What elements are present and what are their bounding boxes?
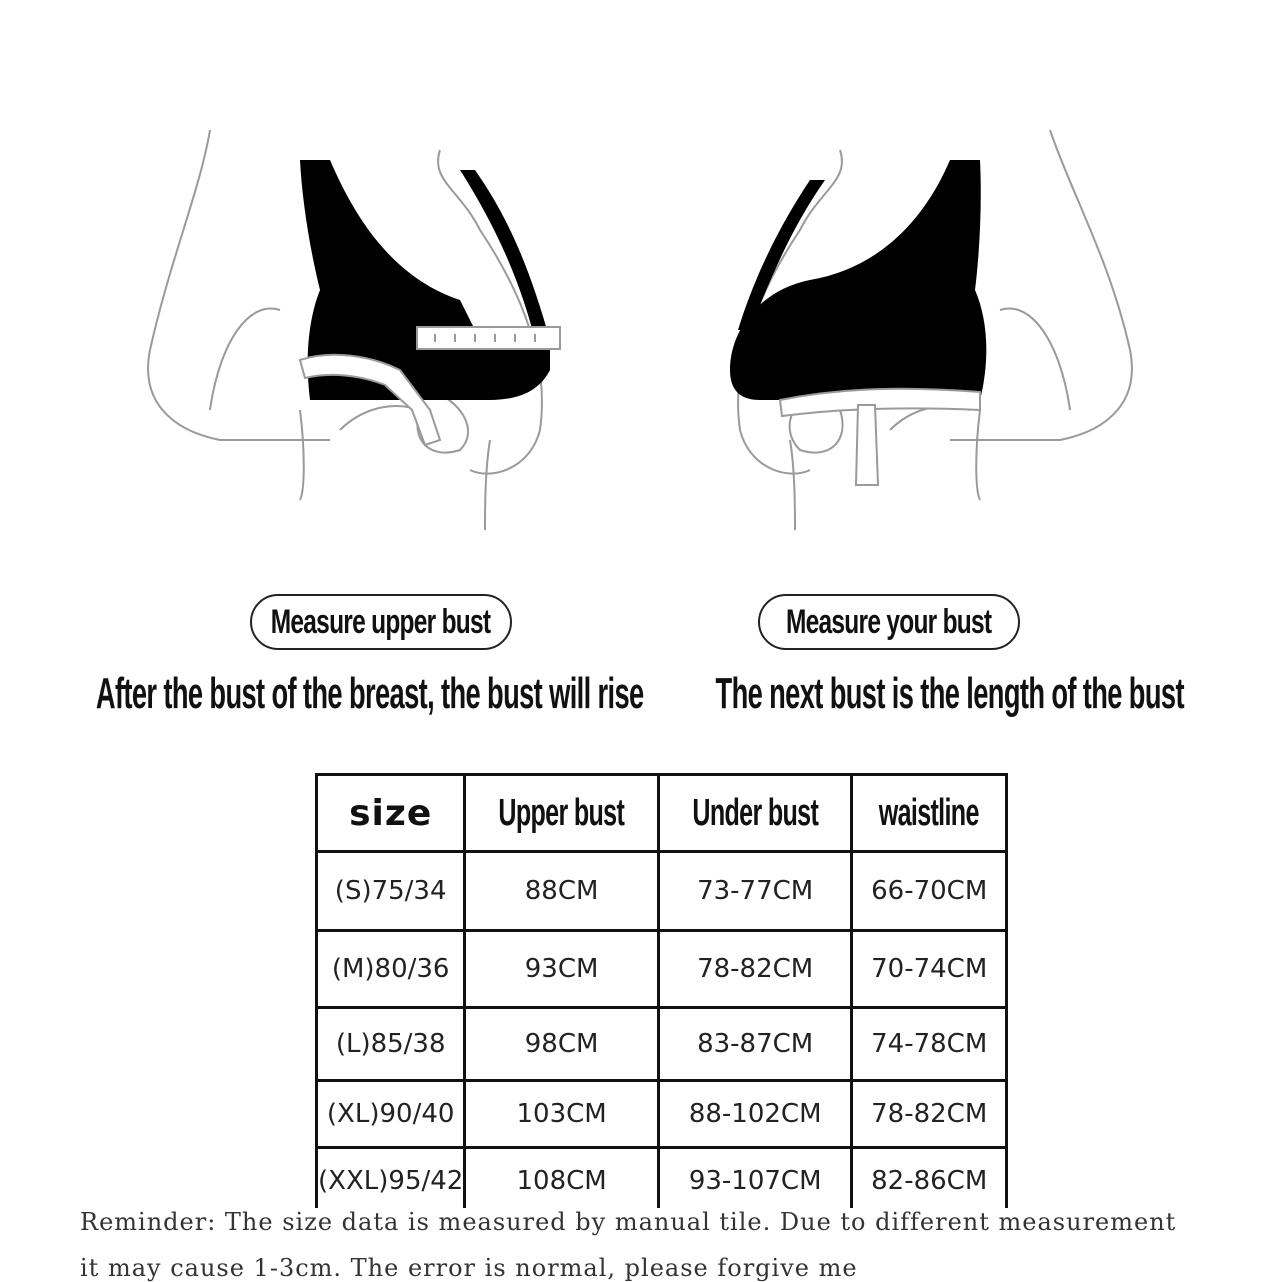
measure-bust-text: Measure your bust bbox=[786, 602, 992, 641]
table-row bbox=[317, 1148, 1007, 1215]
measure-bust-label bbox=[758, 594, 1020, 650]
measure-upper-bust-text: Measure upper bust bbox=[271, 602, 491, 641]
size-chart-table bbox=[315, 773, 1008, 1216]
size-cell: (S)75/34 bbox=[317, 852, 465, 931]
table-row bbox=[317, 931, 1007, 1008]
upper-bust-cell: 93CM bbox=[465, 931, 659, 1008]
header-under-bust: Under bust bbox=[658, 775, 852, 852]
upper-bust-cell: 88CM bbox=[465, 852, 659, 931]
size-cell: (XXL)95/42 bbox=[317, 1148, 465, 1215]
under-bust-cell: 93-107CM bbox=[658, 1148, 852, 1215]
waistline-cell: 74-78CM bbox=[852, 1008, 1007, 1081]
upper-bust-cell: 98CM bbox=[465, 1008, 659, 1081]
under-bust-cell: 88-102CM bbox=[658, 1081, 852, 1148]
reminder-line-1: Reminder: The size data is measured by manual tile. Due to different measurement bbox=[80, 1208, 1177, 1236]
table-row bbox=[317, 1008, 1007, 1081]
waistline-cell: 82-86CM bbox=[852, 1148, 1007, 1215]
under-bust-cell: 73-77CM bbox=[658, 852, 852, 931]
upper-bust-caption-text: After the bust of the breast, the bust will rise bbox=[96, 669, 644, 718]
size-cell: (L)85/38 bbox=[317, 1008, 465, 1081]
upper-bust-cell: 108CM bbox=[465, 1148, 659, 1215]
header-waistline: waistline bbox=[852, 775, 1007, 852]
upper-bust-cell: 103CM bbox=[465, 1081, 659, 1148]
header-upper-bust: Upper bust bbox=[465, 775, 659, 852]
size-cell: (XL)90/40 bbox=[317, 1081, 465, 1148]
bust-illustration bbox=[690, 110, 1150, 550]
table-row bbox=[317, 1081, 1007, 1148]
under-bust-cell: 83-87CM bbox=[658, 1008, 852, 1081]
under-bust-cell: 78-82CM bbox=[658, 931, 852, 1008]
reminder-line-2: it may cause 1-3cm. The error is normal, please forgive me bbox=[80, 1254, 858, 1282]
waistline-cell: 66-70CM bbox=[852, 852, 1007, 931]
waistline-cell: 78-82CM bbox=[852, 1081, 1007, 1148]
header-size: size bbox=[317, 775, 465, 852]
size-cell: (M)80/36 bbox=[317, 931, 465, 1008]
bust-caption-text: The next bust is the length of the bust bbox=[715, 669, 1185, 718]
upper-bust-illustration bbox=[130, 110, 590, 550]
table-row bbox=[317, 852, 1007, 931]
bust-caption bbox=[640, 664, 1260, 724]
table-header-row bbox=[317, 775, 1007, 852]
measure-upper-bust-label bbox=[250, 594, 512, 650]
waistline-cell: 70-74CM bbox=[852, 931, 1007, 1008]
upper-bust-caption bbox=[60, 664, 680, 724]
